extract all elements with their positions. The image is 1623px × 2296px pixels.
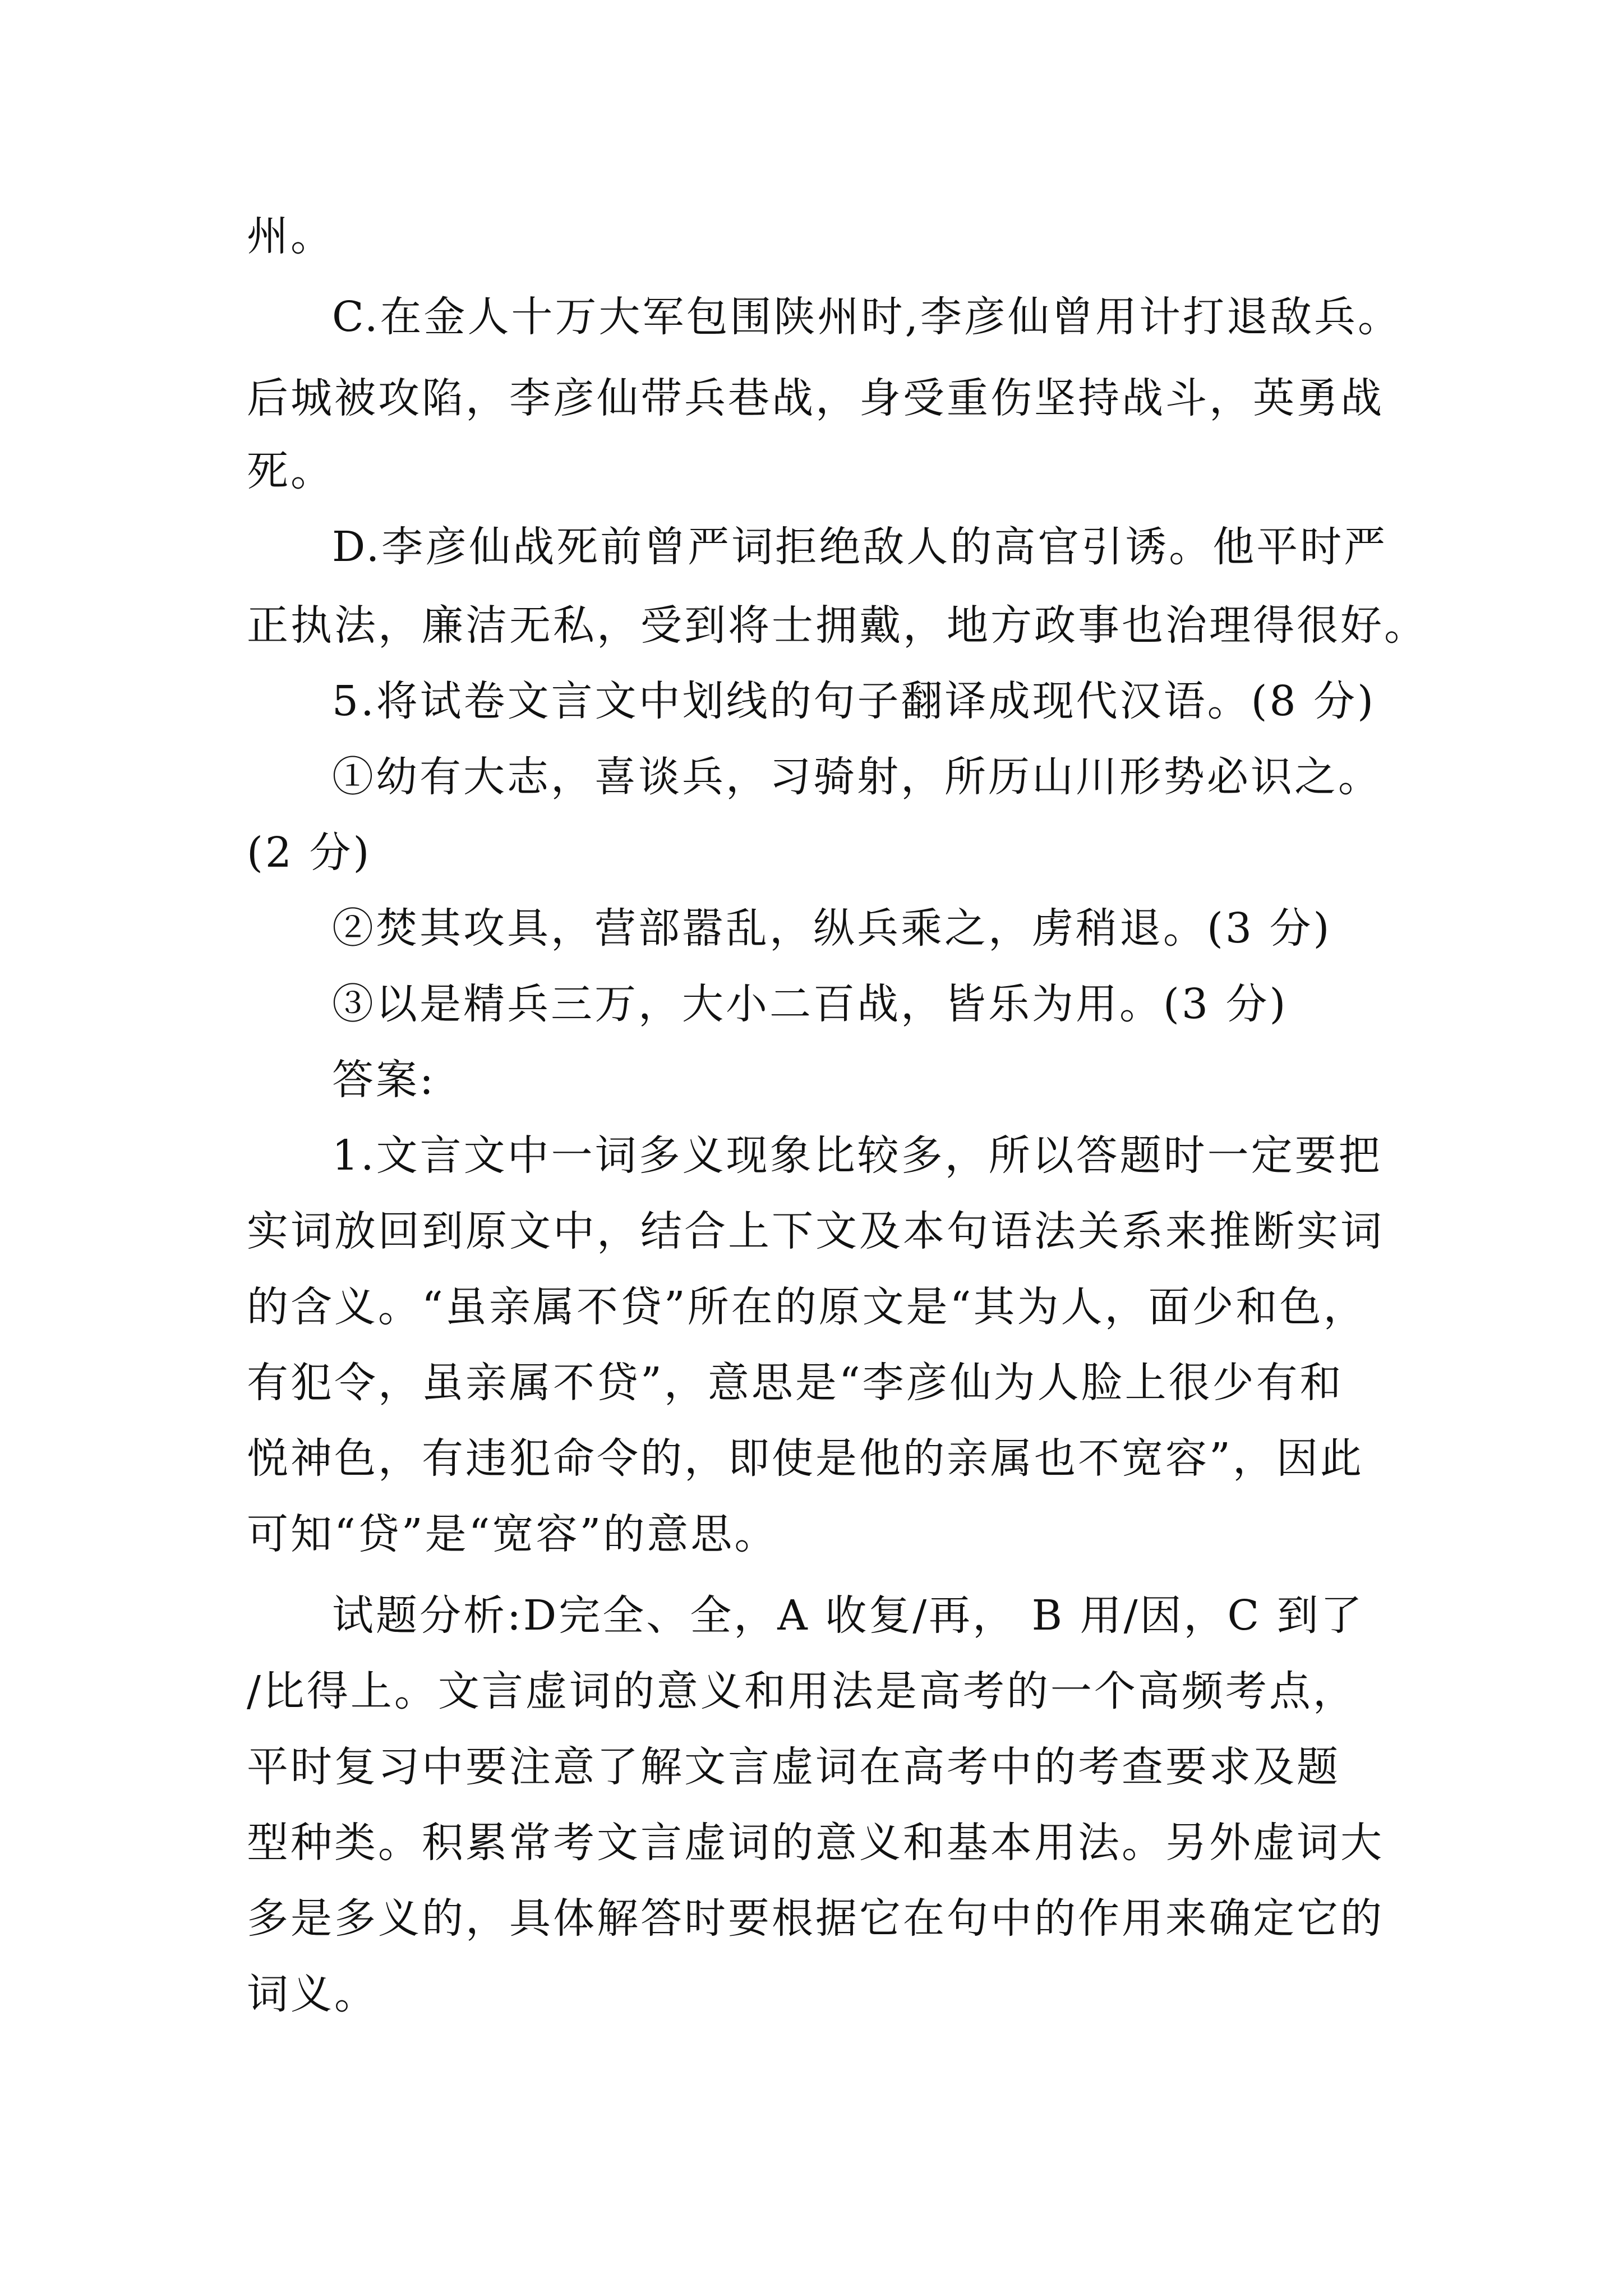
text-line: 词义。: [247, 1970, 378, 2018]
text-line: ②焚其攻具，营部嚣乱，纵兵乘之，虏稍退。(3 分): [332, 904, 1332, 953]
text-line: 州。: [247, 212, 334, 260]
text-line: 答案:: [332, 1056, 436, 1104]
text-line: 实词放回到原文中，结合上下文及本句语法关系来推断实词: [247, 1207, 1384, 1255]
text-line: 5.将试卷文言文中划线的句子翻译成现代汉语。(8 分): [332, 677, 1376, 725]
text-line: C.在金人十万大军包围陕州时,李彦仙曾用计打退敌兵。: [332, 293, 1402, 341]
text-line: 正执法，廉洁无私，受到将士拥戴，地方政事也治理得很好。: [247, 601, 1428, 650]
text-line: 多是多义的，具体解答时要根据它在句中的作用来确定它的: [247, 1894, 1384, 1943]
text-line: 试题分析:D完全、全，A 收复/再， B 用/因，C 到了: [332, 1591, 1364, 1640]
text-line: 有犯令，虽亲属不贷”，意思是“李彦仙为人脸上很少有和: [247, 1359, 1344, 1407]
text-line: /比得上。文言虚词的意义和用法是高考的一个高频考点，: [247, 1667, 1357, 1715]
text-line: 后城被攻陷，李彦仙带兵巷战，身受重伤坚持战斗，英勇战: [247, 374, 1384, 422]
text-line: 的含义。“虽亲属不贷”所在的原文是“其为人，面少和色，: [247, 1283, 1367, 1331]
text-line: 悦神色，有违犯命令的，即使是他的亲属也不宽容”，因此: [247, 1434, 1364, 1483]
text-line: ①幼有大志，喜谈兵，习骑射，所历山川形势必识之。: [332, 753, 1382, 801]
text-line: 平时复习中要注意了解文言虚词在高考中的考查要求及题: [247, 1743, 1340, 1791]
text-line: (2 分): [247, 829, 372, 877]
text-line: 死。: [247, 447, 334, 495]
text-line: D.李彦仙战死前曾严词拒绝敌人的高官引诱。他平时严: [332, 523, 1388, 571]
text-line: ③以是精兵三万，大小二百战，皆乐为用。(3 分): [332, 980, 1288, 1028]
text-line: 可知“贷”是“宽容”的意思。: [247, 1510, 778, 1558]
text-line: 1.文言文中一词多义现象比较多，所以答题时一定要把: [332, 1131, 1382, 1180]
text-line: 型种类。积累常考文言虚词的意义和基本用法。另外虚词大: [247, 1819, 1384, 1867]
